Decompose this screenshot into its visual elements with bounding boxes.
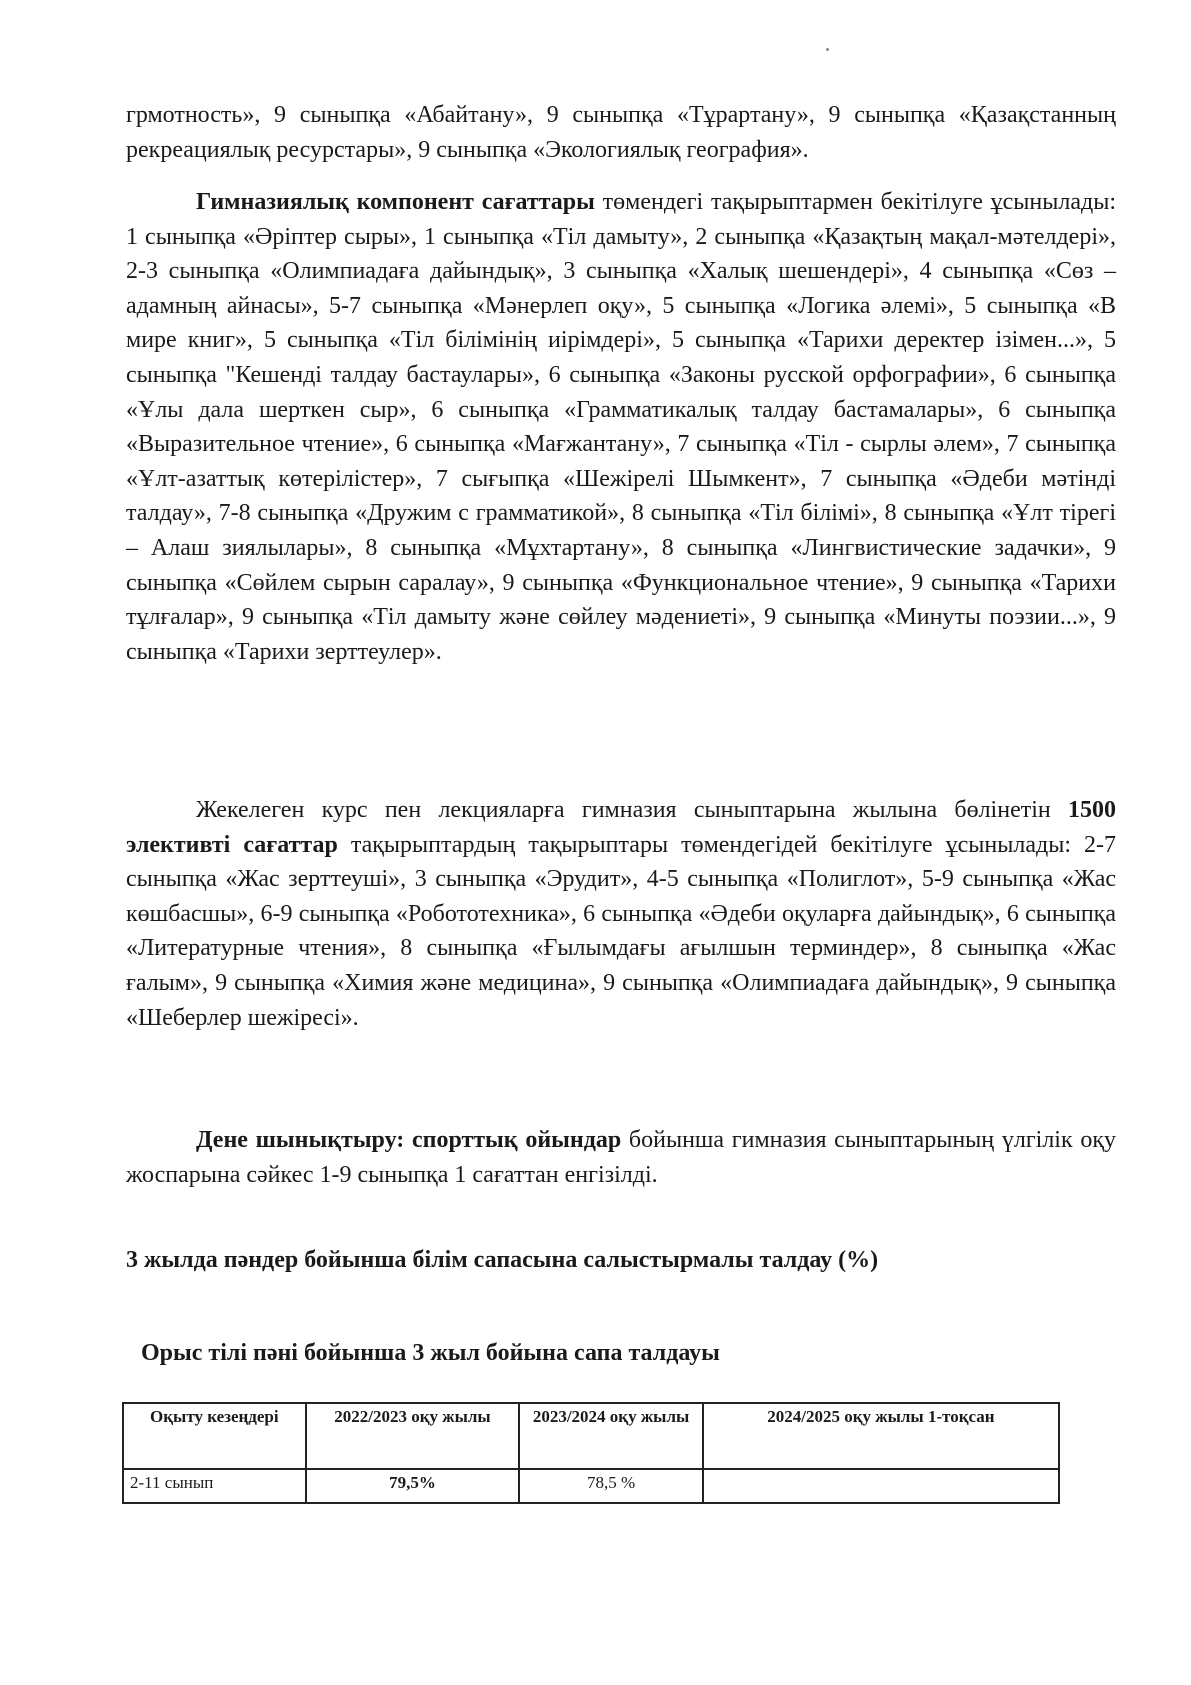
quality-analysis-table	[122, 1402, 1060, 1504]
table-header-row	[123, 1403, 1059, 1469]
physical-education-paragraph	[126, 1123, 1116, 1192]
intro-paragraph	[126, 98, 1116, 167]
table-header-cell: 2024/2025 оқу жылы 1-тоқсан	[703, 1403, 1059, 1469]
table-cell-2022-2023: 79,5%	[306, 1469, 520, 1503]
gymnasium-component-text: төмендегі тақырыптармен бекітілуге ұсынылады: 1 сыныпқа «Әріптер сыры», 1 сыныпқа «Тіл дамыту», 2 сыныпқа «Қазақтың мақал-мәтелдері», 2-3 сыныпқа «Олимпиадаға дайындық», 3 сыныпқа «Халық шешендері», 4 сыныпқа «Сөз – адамның айнасы», 5-7 сыныпқа «Мәнерлеп оқу», 5 сыныпқа «Логика әлемі», 5 сыныпқа «В мире книг», 5 сыныпқа «Тіл білімінің иірімдері», 5 сыныпқа «Тарихи деректер ізімен...», 5 сыныпқа "Кешенді талдау бастаулары», 6 сыныпқа «Законы русской орфографии», 6 сыныпқа «Ұлы дала шерткен сыр», 6 сыныпқа «Грамматикалық талдау бастамалары», 6 сыныпқа «Выразительное чтение», 6 сыныпқа «Мағжантану», 7 сыныпқа «Тіл - сырлы әлем», 7 сыныпқа «Ұлт-азаттық көтерілістер», 7 сығыпқа «Шежірелі Шымкент», 7 сыныпқа «Әдеби мәтінді талдау», 7-8 сыныпқа «Дружим с грамматикой», 8 сыныпқа «Тіл білімі», 8 сыныпқа «Ұлт тірегі – Алаш зиялылары», 8 сыныпқа «Мұхтартану», 8 сыныпқа «Лингвистические задачки», 9 сыныпқа «Сөйлем сырын саралау», 9 сыныпқа «Функциональное чтение», 9 сыныпқа «Тарихи тұлғалар», 9 сыныпқа «Тіл дамыту және сөйлеу мәдениеті», 9 сыныпқа «Минуты поэзии...», 9 сыныпқа «Тарихи зерттеулер».	[126, 189, 1116, 665]
elective-text-before: Жекелеген курс пен лекцияларға гимназия сыныптарына жылына бөлінетін	[196, 797, 1068, 823]
russian-language-quality-heading: Орыс тілі пәні бойынша 3 жыл бойына сапа талдауы	[141, 1340, 720, 1366]
gymnasium-component-lead: Гимназиялық компонент сағаттары	[196, 189, 595, 215]
table-header-cell: 2022/2023 оқу жылы	[306, 1403, 520, 1469]
physical-education-text: бойынша гимназия сыныптарының үлгілік оқу жоспарына сәйкес 1-9 сыныпқа 1 сағаттан енгізілді.	[126, 1127, 1116, 1188]
table-cell-2023-2024: 78,5 %	[519, 1469, 703, 1503]
physical-education-lead: Дене шынықтыру: спорттық ойындар	[196, 1127, 622, 1153]
table-row	[123, 1469, 1059, 1503]
comparative-analysis-heading: 3 жылда пәндер бойынша білім сапасына салыстырмалы талдау (%)	[126, 1247, 879, 1273]
intro-text: грмотность», 9 сыныпқа «Абайтану», 9 сыныпқа «Тұрартану», 9 сыныпқа «Қазақстанның рекреациялық ресурстары», 9 сыныпқа «Экологиялық география».	[126, 102, 1116, 163]
gymnasium-component-paragraph	[126, 185, 1116, 669]
table-header-cell: Оқыту кезеңдері	[123, 1403, 306, 1469]
table-cell-2024-2025	[703, 1469, 1059, 1503]
scan-speck	[826, 48, 829, 51]
elective-hours-paragraph	[126, 793, 1116, 1035]
table-header-cell: 2023/2024 оқу жылы	[519, 1403, 703, 1469]
elective-hours-bold: 1500 элективті сағаттар	[126, 797, 1116, 858]
elective-text-after: тақырыптардың тақырыптары төмендегідей бекітілуге ұсынылады: 2-7 сыныпқа «Жас зерттеуші», 3 сыныпқа «Эрудит», 4-5 сыныпқа «Полиглот», 5-9 сыныпқа «Жас көшбасшы», 6-9 сыныпқа «Робототехника», 6 сыныпқа «Әдеби оқуларға дайындық», 6 сыныпқа «Литературные чтения», 8 сыныпқа «Ғылымдағы ағылшын терминдер», 8 сыныпқа «Жас ғалым», 9 сыныпқа «Химия және медицина», 9 сыныпқа «Олимпиадаға дайындық», 9 сыныпқа «Шеберлер шежіресі».	[126, 831, 1117, 1031]
table-cell-period: 2-11 сынып	[123, 1469, 306, 1503]
